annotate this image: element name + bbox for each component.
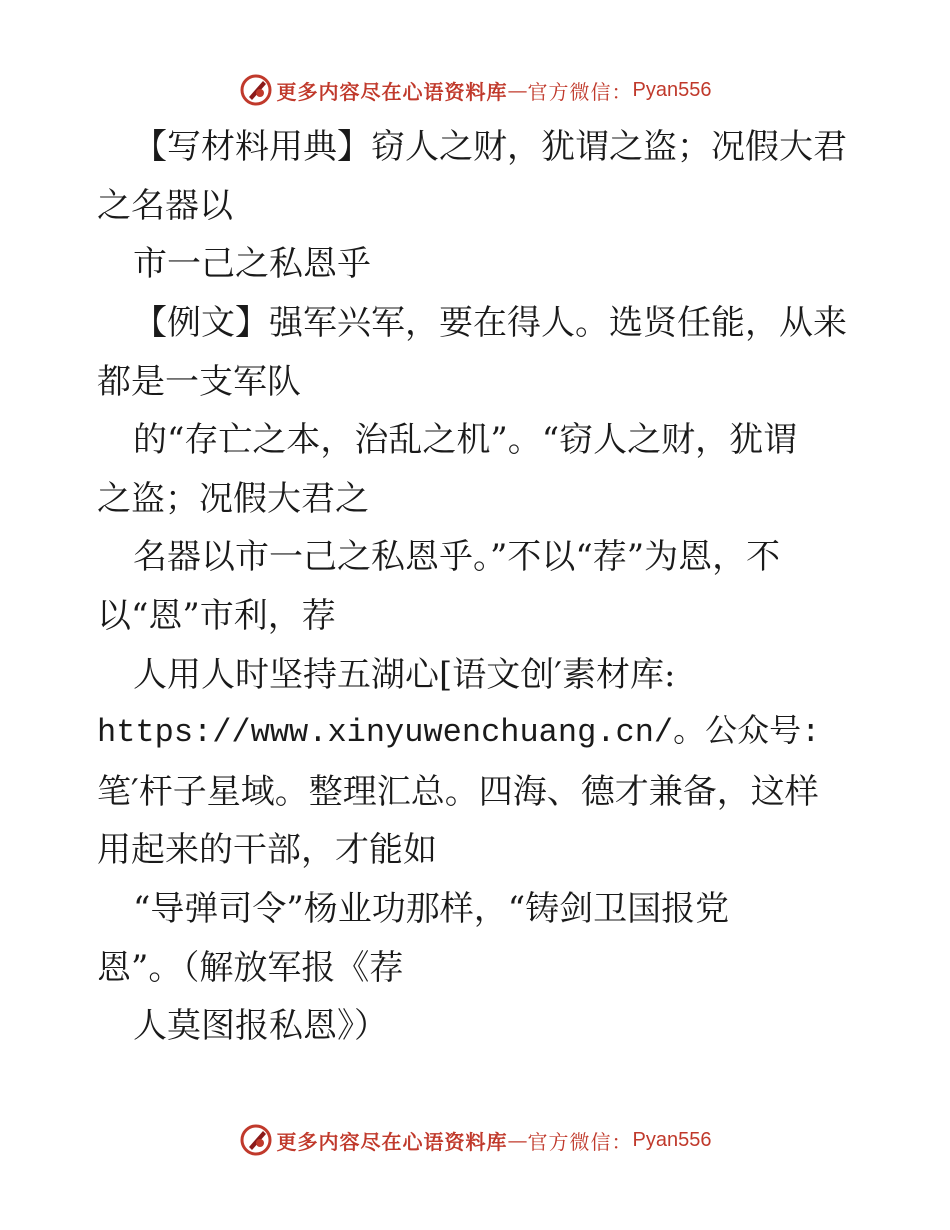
text-line-1: 【写材料用典】窃人之财，犹谓之盗；况假大君 <box>133 127 847 167</box>
text-line-4: 【例文】强军兴军，要在得人。选贤任能，从来 <box>133 303 847 343</box>
logo-icon <box>239 1123 273 1157</box>
banner-title: 更多内容尽在心语资料库 <box>276 79 508 104</box>
text-line-14: “导弹司令”杨业功那样，“铸剑卫国报党 <box>133 889 730 929</box>
banner-wechat-label: 官方微信： <box>527 79 633 104</box>
text-line-3: 市一己之私恩乎 <box>133 244 371 284</box>
logo-icon <box>239 73 273 107</box>
banner-wechat-label: 官方微信： <box>527 1129 633 1154</box>
text-line-9: 以“恩”市利，荐 <box>97 596 336 636</box>
text-line-16: 人莫图报私恩》） <box>133 1006 388 1046</box>
text-line-11: https://www.xinyuwenchuang.cn/。公众号: <box>97 714 821 751</box>
text-line-8: 名器以市一己之私恩乎。”不以“荐”为恩，不 <box>133 537 781 577</box>
text-line-10: 人用人时坚持五湖心[语文创′素材库: <box>133 655 676 695</box>
footer-banner <box>0 1120 950 1160</box>
banner-title: 更多内容尽在心语资料库 <box>276 1129 508 1154</box>
text-line-12: 笔′杆子星域。整理汇总。四海、德才兼备，这样 <box>97 772 819 812</box>
text-line-5: 都是一支军队 <box>97 362 301 402</box>
banner-wechat-id: Pyan556 <box>632 1128 712 1151</box>
text-line-6: 的“存亡之本，治乱之机”。“窃人之财，犹谓 <box>133 420 798 460</box>
banner-separator: — <box>507 1128 528 1152</box>
text-line-7: 之盗；况假大君之 <box>97 479 369 519</box>
header-banner <box>0 70 950 110</box>
text-line-15: 恩”。（解放军报《荐 <box>97 948 404 988</box>
text-line-13: 用起来的干部，才能如 <box>97 830 437 870</box>
text-line-2: 之名器以 <box>97 186 233 226</box>
banner-separator: — <box>507 78 528 102</box>
banner-wechat-id: Pyan556 <box>632 78 712 101</box>
